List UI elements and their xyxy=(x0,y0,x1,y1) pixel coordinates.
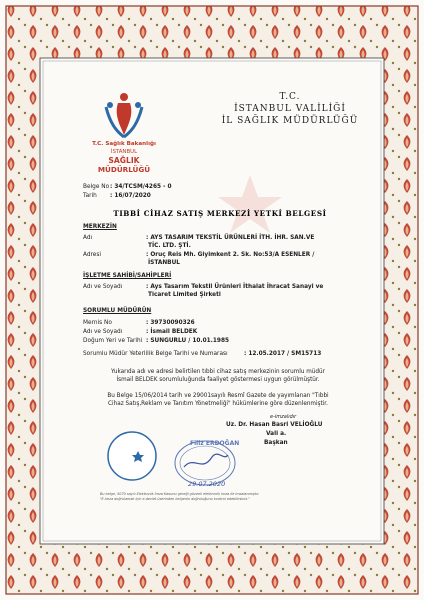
logo-saglik-text: SAĞLIK xyxy=(108,156,140,165)
tarih-label: Tarih xyxy=(83,193,97,199)
mernis-label: Mernis No xyxy=(83,320,112,326)
regulation-line-1: Bu Belge 15/06/2014 tarih ve 29001sayılı Resmî Gazete de yayımlanan "Tıbbi xyxy=(107,393,329,399)
approval-line-1: Yukarıda adı ve adresi belirtilen tıbbi cihaz satış merkezinin sorumlu müdür xyxy=(111,369,325,375)
mernis-value: : 39730090326 xyxy=(146,320,195,326)
dogum-label: Doğum Yeri ve Tarihi xyxy=(83,338,143,344)
footer-note xyxy=(100,492,330,502)
mudur-ad-value: : İsmail BELDEK xyxy=(146,329,198,335)
merkez-adi-line2: TİC. LTD. ŞTİ. xyxy=(148,243,191,249)
mudur-section-heading: SORUMLU MÜDÜRÜN xyxy=(83,308,152,314)
isletme-section-heading: İŞLETME SAHİBİ/SAHİPLERİ xyxy=(83,273,172,279)
merkez-adres-line1: : Oruç Reis Mh. Giyimkent 2. Sk. No:53/A ESENLER / xyxy=(146,252,315,258)
signer-title-2: Başkan xyxy=(264,440,288,446)
mudur-ad-label: Adı ve Soyadı xyxy=(83,329,123,335)
header-valilik: İSTANBUL VALİLİĞİ xyxy=(234,104,346,114)
header-tc: T.C. xyxy=(279,92,301,102)
signer-name: Uz. Dr. Hasan Basri VELİOĞLU xyxy=(226,422,323,428)
belge-no-value: : 34/TCSM/4265 - 0 xyxy=(110,184,172,190)
isletme-line1: : Ays Tasarım Tekstil Ürünleri İthalat İhracat Sanayi ve xyxy=(146,284,324,290)
merkez-adi-label: Adı xyxy=(83,235,93,241)
belge-no-label: Belge No xyxy=(83,184,110,190)
approval-line-2: İsmail BELDEK sorumluluğunda faaliyet göstermesi uygun görülmüştür. xyxy=(116,377,320,383)
header-mudurluk: İL SAĞLIK MÜDÜRLÜĞÜ xyxy=(221,116,359,126)
stamp-name: Filiz ERDOĞAN xyxy=(190,440,240,447)
merkez-adres-line2: İSTANBUL xyxy=(148,260,180,266)
isletme-line2: Ticaret Limited Şirketi xyxy=(148,292,221,298)
merkez-adres-label: Adresi xyxy=(83,252,101,258)
merkez-section-heading: MERKEZİN xyxy=(83,224,117,230)
isletme-label: Adı ve Soyadı xyxy=(83,284,123,290)
logo-mudurluk-text: MÜDÜRLÜĞÜ xyxy=(97,165,151,174)
approval-paragraph xyxy=(88,368,348,384)
logo-city-text: İSTANBUL xyxy=(110,149,138,155)
stamp-date: 29.07.2020 xyxy=(188,480,226,488)
signer-title-1: Vali a. xyxy=(266,431,287,437)
dogum-value: : SUNGURLU / 10.01.1985 xyxy=(146,338,230,344)
certificate-title: TIBBİ CİHAZ SATIŞ MERKEZİ YETKİ BELGESİ xyxy=(113,209,327,218)
footer-line-1: Bu belge, 5070 sayılı Elektronik İmza Kanunu gereği güvenli elektronik imza ile imzalanmıştır. xyxy=(100,492,260,496)
yeterlilik-value: : 12.05.2017 / SM15713 xyxy=(244,351,322,357)
e-imza-note: e-imzalıdır xyxy=(270,414,297,420)
tarih-value: : 16/07/2020 xyxy=(110,193,151,199)
yeterlilik-label: Sorumlu Müdür Yeterlilik Belge Tarihi ve Numarası xyxy=(83,351,228,357)
crescent-seal-icon xyxy=(104,420,164,490)
footer-line-2: "E-imza doğrulamak için e-devlet üzerinden belgenin doğruluğunu kontrol edebilirsiniz." xyxy=(100,497,250,501)
logo-ministry-text: T.C. Sağlık Bakanlığı xyxy=(92,141,156,147)
regulation-paragraph xyxy=(88,392,348,408)
regulation-line-2: Cihaz Satış,Reklam ve Tanıtım Yönetmeliği" hükümlerine göre düzenlenmiştir. xyxy=(108,401,328,407)
merkez-adi-line1: : AYS TASARIM TEKSTİL ÜRÜNLERİ İTH. İHR. SAN.VE xyxy=(146,235,315,241)
